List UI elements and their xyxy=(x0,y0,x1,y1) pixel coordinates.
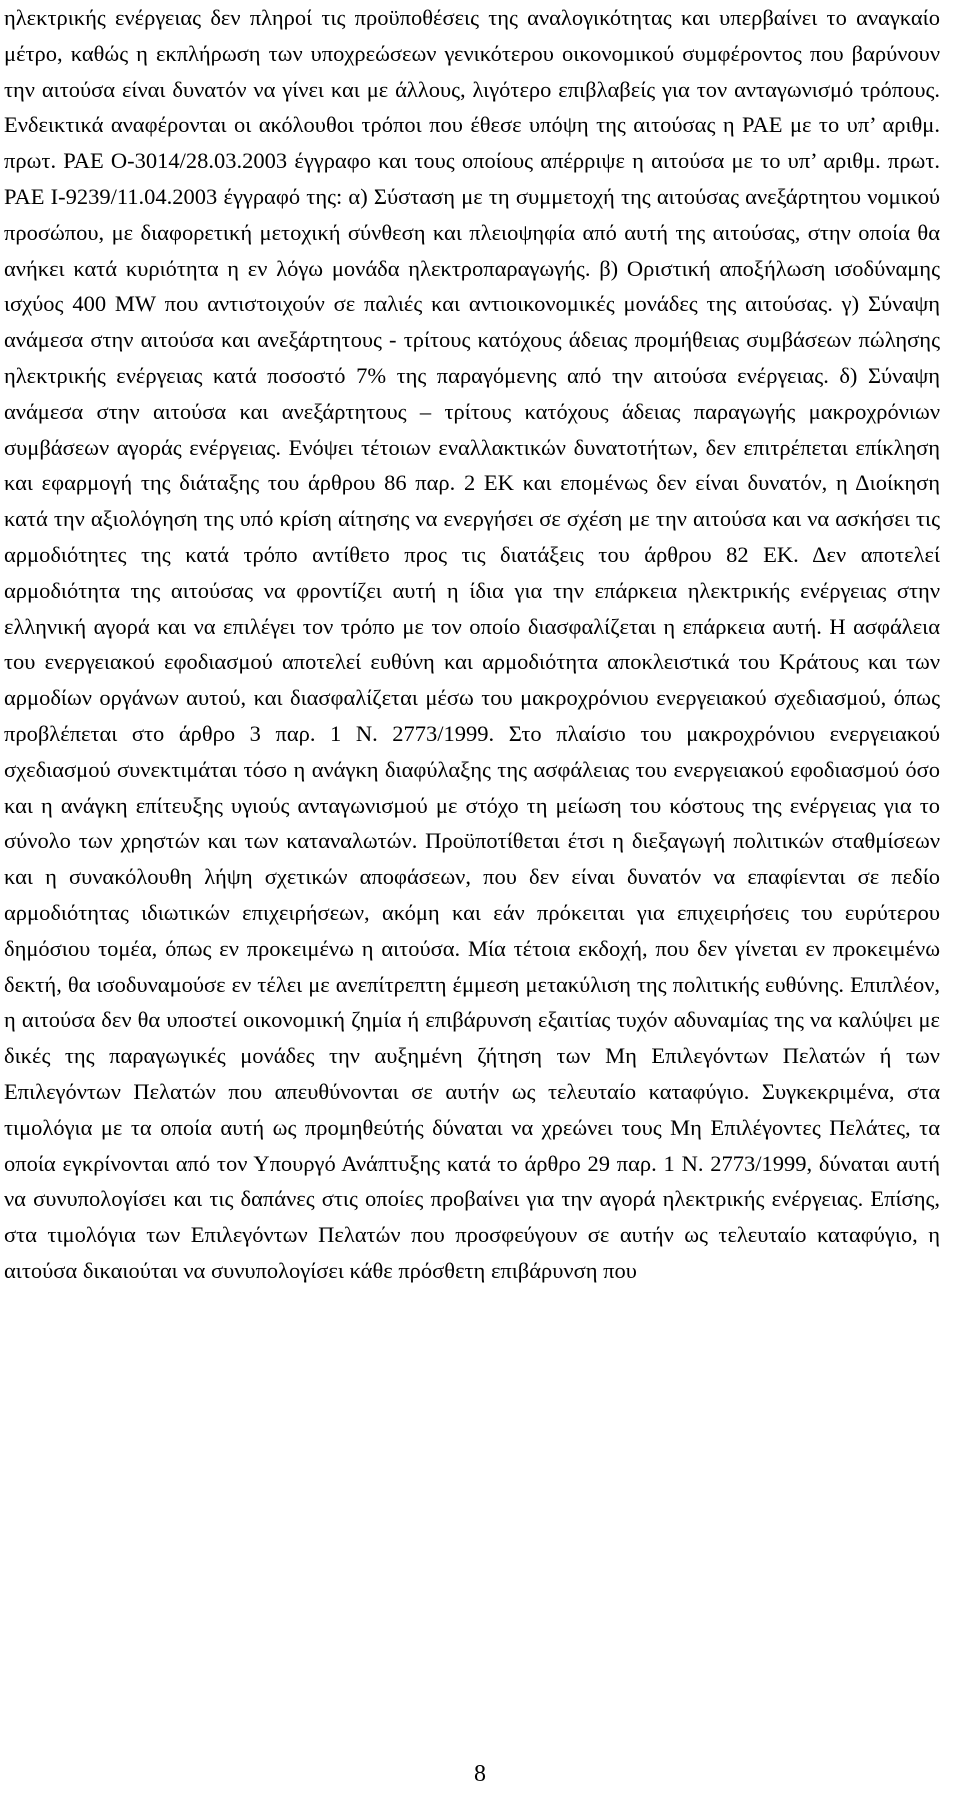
body-paragraph: ηλεκτρικής ενέργειας δεν πληροί τις προϋποθέσεις της αναλογικότητας και υπερβαίνει το αναγκαίο μέτρο, καθώς η εκπλήρωση των υποχρεώσεων γενικότερου οικονομικού συμφέροντος που βαρύνουν την αιτούσα είναι δυνατόν να γίνει και με άλλους, λιγότερο επιβλαβείς για τον ανταγωνισμό τρόπους. Ενδεικτικά αναφέρονται οι ακόλουθοι τρόποι που έθεσε υπόψη της αιτούσας η ΡΑΕ με το υπ’ αριθμ. πρωτ. ΡΑΕ Ο-3014/28.03.2003 έγγραφο και τους οποίους απέρριψε η αιτούσα με το υπ’ αριθμ. πρωτ. ΡΑΕ Ι-9239/11.04.2003 έγγραφό της: α) Σύσταση με τη συμμετοχή της αιτούσας ανεξάρτητου νομικού προσώπου, με διαφορετική μετοχική σύνθεση και πλειοψηφία από αυτή της αιτούσας, στην οποία θα ανήκει κατά κυριότητα η εν λόγω μονάδα ηλεκτροπαραγωγής. β) Οριστική αποξήλωση ισοδύναμης ισχύος 400 MW που αντιστοιχούν σε παλιές και αντιοικονομικές μονάδες της αιτούσας. γ) Σύναψη ανάμεσα στην αιτούσα και ανεξάρτητους - τρίτους κατόχους άδειας προμήθειας συμβάσεων πώλησης ηλεκτρικής ενέργειας κατά ποσοστό 7% της παραγόμενης από την αιτούσα ενέργειας. δ) Σύναψη ανάμεσα στην αιτούσα και ανεξάρτητους – τρίτους κατόχους άδειας παραγωγής μακροχρόνιων συμβάσεων αγοράς ενέργειας. Ενόψει τέτοιων εναλλακτικών δυνατοτήτων, δεν επιτρέπεται επίκληση και εφαρμογή της διάταξης του άρθρου 86 παρ. 2 ΕΚ και επομένως δεν είναι δυνατόν, η Διοίκηση κατά την αξιολόγηση της υπό κρίση αίτησης να ενεργήσει σε σχέση με την αιτούσα και να ασκήσει τις αρμοδιότητες της κατά τρόπο αντίθετο προς τις διατάξεις του άρθρου 82 ΕΚ. Δεν αποτελεί αρμοδιότητα της αιτούσας να φροντίζει αυτή η ίδια για την επάρκεια ηλεκτρικής ενέργειας στην ελληνική αγορά και να επιλέγει τον τρόπο με τον οποίο διασφαλίζεται η επάρκεια αυτή. Η ασφάλεια του ενεργειακού εφοδιασμού αποτελεί ευθύνη και αρμοδιότητα αποκλειστικά του Κράτους και των αρμοδίων οργάνων αυτού, και διασφαλίζεται μέσω του μακροχρόνιου ενεργειακού σχεδιασμού, όπως προβλέπεται στο άρθρο 3 παρ. 1 Ν. 2773/1999. Στο πλαίσιο του μακροχρόνιου ενεργειακού σχεδιασμού συνεκτιμάται τόσο η ανάγκη διαφύλαξης της ασφάλειας του ενεργειακού εφοδιασμού όσο και η ανάγκη επίτευξης υγιούς ανταγωνισμού με στόχο τη μείωση του κόστους της ενέργειας για το σύνολο των χρηστών και των καταναλωτών. Προϋποτίθεται έτσι η διεξαγωγή πολιτικών σταθμίσεων και η συνακόλουθη λήψη σχετικών αποφάσεων, που δεν είναι δυνατόν να επαφίενται σε πεδίο αρμοδιότητας ιδιωτικών επιχειρήσεων, ακόμη και εάν πρόκειται για επιχειρήσεις του ευρύτερου δημόσιου τομέα, όπως εν προκειμένω η αιτούσα. Μία τέτοια εκδοχή, που δεν γίνεται εν προκειμένω δεκτή, θα ισοδυναμούσε εν τέλει με ανεπίτρεπτη έμμεση μετακύλιση της πολιτικής ευθύνης. Επιπλέον, η αιτούσα δεν θα υποστεί οικονομική ζημία ή επιβάρυνση εξαιτίας τυχόν αδυναμίας της να καλύψει με δικές της παραγωγικές μονάδες την αυξημένη ζήτηση των Μη Επιλεγόντων Πελατών ή των Επιλεγόντων Πελατών που απευθύνονται σε αυτήν ως τελευταίο καταφύγιο. Συγκεκριμένα, στα τιμολόγια με τα οποία αυτή ως προμηθεύτής δύναται να χρεώνει τους Μη Επιλέγοντες Πελάτες, τα οποία εγκρίνονται από τον Υπουργό Ανάπτυξης κατά το άρθρο 29 παρ. 1 Ν. 2773/1999, δύναται αυτή να συνυπολογίσει και τις δαπάνες στις οποίες προβαίνει για την αγορά ηλεκτρικής ενέργειας. Επίσης, στα τιμολόγια των Επιλεγόντων Πελατών που προσφεύγουν σε αυτήν ως τελευταίο καταφύγιο, η αιτούσα δικαιούται να συνυπολογίσει κάθε πρόσθετη επιβάρυνση που xyxy=(4,5,940,1283)
page-number: 8 xyxy=(474,1761,486,1787)
